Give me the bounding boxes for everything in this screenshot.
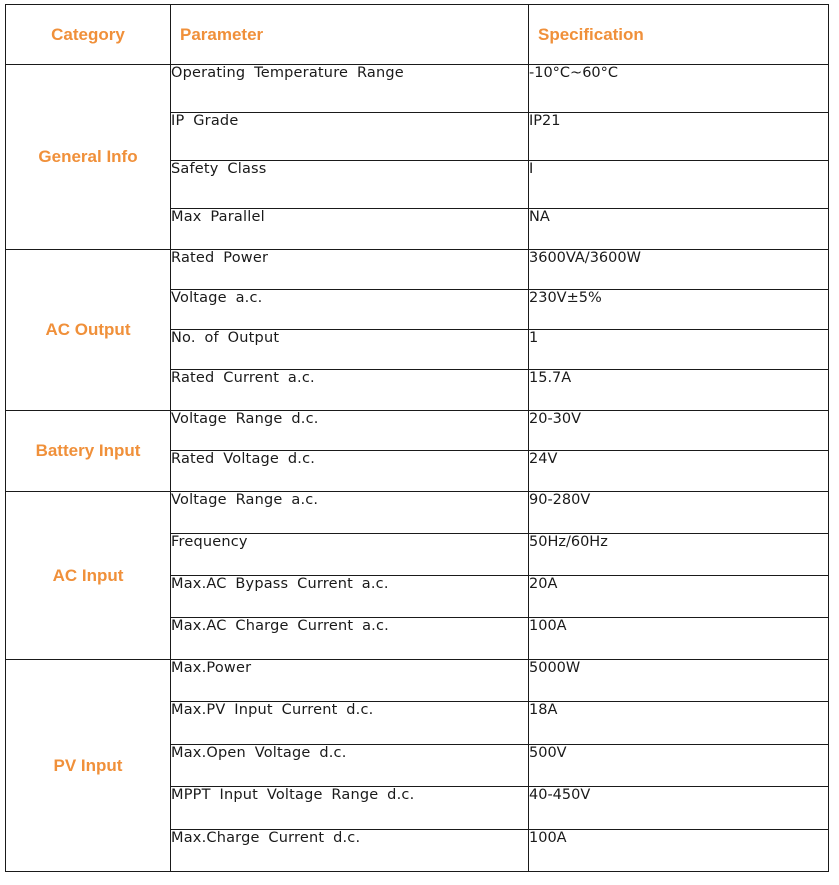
parameter-cell: Max.PV Input Current d.c. [171, 702, 529, 745]
specification-cell: 20A [529, 576, 829, 618]
specification-cell: 5000W [529, 660, 829, 702]
specification-cell: 20-30V [529, 411, 829, 451]
specification-cell: I [529, 161, 829, 209]
specification-cell: 90-280V [529, 492, 829, 534]
parameter-cell: IP Grade [171, 113, 529, 161]
category-general-info: General Info [6, 65, 171, 250]
table-row [6, 411, 829, 451]
specification-cell: 100A [529, 830, 829, 872]
specification-cell: 500V [529, 745, 829, 787]
specification-cell: 100A [529, 618, 829, 660]
parameter-cell: Rated Voltage d.c. [171, 451, 529, 492]
specification-cell: IP21 [529, 113, 829, 161]
parameter-cell: Max Parallel [171, 209, 529, 250]
parameter-cell: MPPT Input Voltage Range d.c. [171, 787, 529, 830]
parameter-cell: Max.Charge Current d.c. [171, 830, 529, 872]
parameter-cell: Operating Temperature Range [171, 65, 529, 113]
table-row [6, 65, 829, 113]
category-ac-output: AC Output [6, 250, 171, 411]
parameter-cell: No. of Output [171, 330, 529, 370]
category-pv-input: PV Input [6, 660, 171, 872]
parameter-cell: Voltage Range a.c. [171, 492, 529, 534]
header-parameter: Parameter [171, 5, 529, 65]
category-ac-input: AC Input [6, 492, 171, 660]
parameter-cell: Voltage a.c. [171, 290, 529, 330]
category-battery-input: Battery Input [6, 411, 171, 492]
table-row [6, 250, 829, 290]
table-row [6, 492, 829, 534]
spec-sheet [5, 4, 829, 872]
specification-cell: 15.7A [529, 370, 829, 411]
header-row [6, 5, 829, 65]
parameter-cell: Max.Power [171, 660, 529, 702]
parameter-cell: Safety Class [171, 161, 529, 209]
parameter-cell: Max.AC Bypass Current a.c. [171, 576, 529, 618]
parameter-cell: Max.Open Voltage d.c. [171, 745, 529, 787]
table-row [6, 660, 829, 702]
specification-cell: 50Hz/60Hz [529, 534, 829, 576]
specification-cell: 40-450V [529, 787, 829, 830]
specification-cell: 3600VA/3600W [529, 250, 829, 290]
parameter-cell: Voltage Range d.c. [171, 411, 529, 451]
specification-cell: NA [529, 209, 829, 250]
specification-cell: 24V [529, 451, 829, 492]
parameter-cell: Rated Current a.c. [171, 370, 529, 411]
spec-table [5, 4, 829, 872]
parameter-cell: Frequency [171, 534, 529, 576]
specification-cell: 230V±5% [529, 290, 829, 330]
parameter-cell: Rated Power [171, 250, 529, 290]
specification-cell: -10°C~60°C [529, 65, 829, 113]
parameter-cell: Max.AC Charge Current a.c. [171, 618, 529, 660]
specification-cell: 18A [529, 702, 829, 745]
specification-cell: 1 [529, 330, 829, 370]
header-category: Category [6, 5, 171, 65]
header-specification: Specification [529, 5, 829, 65]
